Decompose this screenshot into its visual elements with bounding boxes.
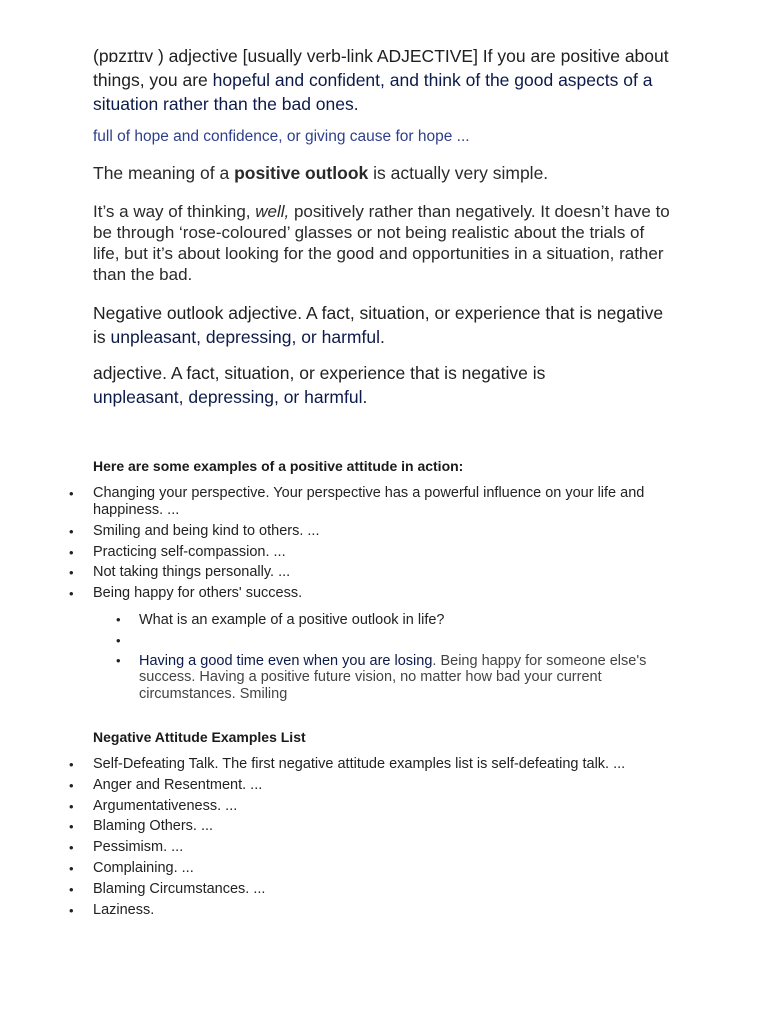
list-item: • Practicing self-compassion. ... — [93, 544, 673, 561]
nested-question: • What is an example of a positive outlook in life? — [139, 612, 659, 629]
meaning-suffix: is actually very simple. — [368, 163, 549, 183]
list-item: • Blaming Circumstances. ... — [93, 881, 673, 898]
nested-empty-item — [139, 633, 659, 649]
meaning-paragraph — [93, 162, 548, 184]
list-item: • Smiling and being kind to others. ... — [93, 523, 673, 540]
positive-examples-heading: Here are some examples of a positive attitude in action: — [93, 458, 464, 474]
way-prefix: It’s a way of thinking, — [93, 202, 256, 221]
list-item: • Anger and Resentment. ... — [93, 777, 673, 794]
list-item: • Laziness. — [93, 902, 673, 919]
way-suffix: positively rather than negatively. It doesn’t have to be through ‘rose-coloured’ glasses or not being realistic about the trials of life, but it’s about looking for the good and opportunities in a situation, rather than the bad. — [93, 202, 670, 284]
answer-rest: . Being happy for someone else's success. Having a positive future vision, no matter how bad your current circumstances. Smiling — [139, 652, 647, 702]
list-item: • Not taking things personally. ... — [93, 564, 673, 581]
definition-paragraph — [93, 44, 673, 116]
negative-examples-list — [93, 756, 673, 922]
way-paragraph — [93, 201, 673, 285]
negative1-highlight: unpleasant, depressing, or harmful — [110, 327, 380, 347]
answer-link[interactable]: Having a good time even when you are losing — [139, 652, 433, 669]
negative-outlook-paragraph — [93, 301, 673, 349]
list-item: • Pessimism. ... — [93, 839, 673, 856]
negative2-highlight: unpleasant, depressing, or harmful — [93, 387, 363, 407]
list-item: • Being happy for others' success. — [93, 585, 673, 602]
list-item: • Self-Defeating Talk. The first negative attitude examples list is self-defeating talk. ... — [93, 756, 673, 773]
list-item: • Complaining. ... — [93, 860, 673, 877]
definition-highlight: hopeful and confident, and think of the good aspects of a situation rather than the bad ones — [93, 70, 653, 114]
negative-examples-heading: Negative Attitude Examples List — [93, 729, 306, 745]
way-italic: well, — [255, 202, 290, 221]
list-item: • Changing your perspective. Your perspective has a powerful influence on your life and happiness. ... — [93, 485, 673, 519]
subdefinition: full of hope and confidence, or giving cause for hope ... — [93, 128, 470, 145]
definition-text: (pɒzɪtɪv ) adjective [usually verb-link ADJECTIVE] If you are positive about things, you are — [93, 46, 669, 90]
meaning-prefix: The meaning of a — [93, 163, 235, 183]
negative-adjective-paragraph — [93, 361, 613, 409]
positive-outlook-nested-list — [139, 612, 659, 706]
meaning-bold: positive outlook — [234, 163, 369, 183]
negative2-suffix: . — [362, 387, 368, 407]
nested-answer — [139, 653, 659, 703]
negative2-prefix: adjective. A fact, situation, or experience that is negative is — [93, 363, 546, 383]
list-item: • Argumentativeness. ... — [93, 798, 673, 815]
definition-end: . — [353, 94, 359, 114]
negative1-suffix: . — [379, 327, 385, 347]
list-item: • Blaming Others. ... — [93, 818, 673, 835]
positive-examples-list — [93, 485, 673, 606]
negative1-prefix: Negative outlook adjective. A fact, situation, or experience that is negative is — [93, 303, 664, 347]
